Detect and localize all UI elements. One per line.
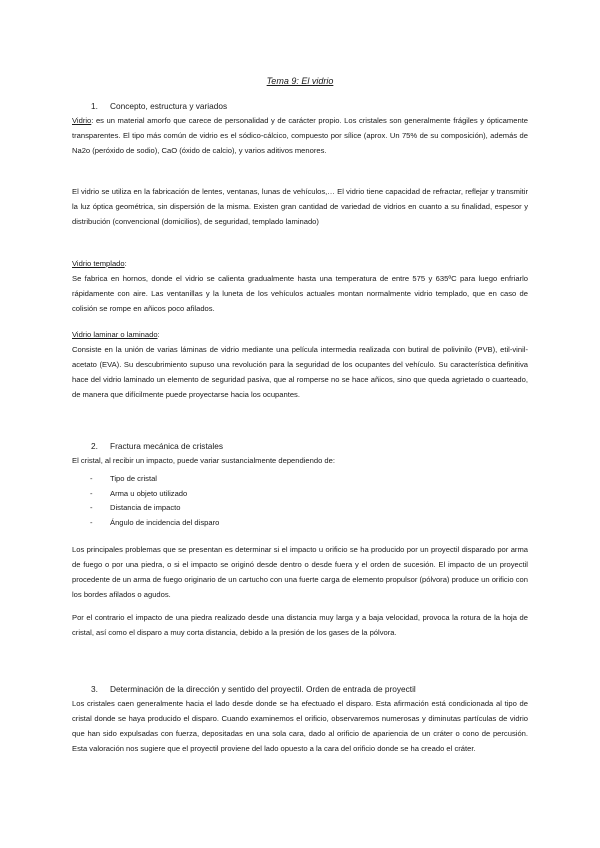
fractura-intro: El cristal, al recibir un impacto, puede variar sustancialmente dependiendo de: [72,456,335,465]
vidrio-uses-paragraph: El vidrio se utiliza en la fabricación de lentes, ventanas, lunas de vehículos,… El vidrio tiene capacidad de refractar, reflejar y transmitir la luz óptica geométrica, sin dispersión de la misma. Existen gran cantidad de variedad de vidrios en cuanto a su finalidad, espesor y distribución (convencional (domicilios), de seguridad, templado laminado) [72,187,528,226]
section-number: 3. [91,684,98,694]
direccion-paragraph: Los cristales caen generalmente hacia el lado desde donde se ha efectuado el disparo. Esta afirmación está condicionada al tipo de cristal donde se haya producido el disparo. Cuando examinemos el orificio, observaremos numerosas y diminutas partículas de vidrio que han sido expulsadas con fuerza, depositadas en una sola cara, dado al orificio de apariencia de un cráter o cono de percusión. Esta valoración nos sugiere que el proyectil proviene del lado opuesto a la cara del orificio donde se ha creado el cráter. [72,699,528,753]
laminar-text: Consiste en la unión de varias láminas de vidrio mediante una película intermedia realizada con butiral de polivinilo (PVB), etil-vinil-acetato (EVA). Su descubrimiento supuso una revolución para la seguridad de los ocupantes del vehículo. Su característica definitiva hace del vidrio laminado un elemento de seguridad pasiva, que al romperse no se hace añicos, sino que queda agrietado o cuarteado, de manera que difícilmente puede proyectarse hacia los ocupantes. [72,345,528,399]
section-3-heading [91,684,416,695]
section-number: 2. [91,441,98,451]
section-number: 1. [91,101,98,111]
list-item: - Arma u objeto utilizado [90,489,188,498]
section-title: Fractura mecánica de cristales [110,441,223,451]
section-1-heading [91,101,227,112]
vidrio-term: Vidrio [72,116,92,125]
list-item: - Tipo de cristal [90,474,157,483]
section-title: Concepto, estructura y variados [110,101,228,111]
vidrio-laminar-paragraph: Vidrio laminar o laminado: Consiste en la unión de varias láminas de vidrio mediante una película intermedia realizada con butiral de polivinilo (PVB), etil-vinil-acetato (EVA). Su descubrimiento supuso una revolución para la seguridad de los ocupantes del vehículo. Su característica definitiva hace del vidrio laminado un elemento de seguridad pasiva, que al romperse no se hace añicos, sino que queda agrietado o cuarteado, de manera que difícilmente puede proyectarse hacia los ocupantes. [72,330,528,399]
section-2-heading [91,441,223,452]
vidrio-templado-paragraph: Vidrio templado: Se fabrica en hornos, donde el vidrio se calienta gradualmente hasta una temperatura de entre 575 y 635ºC para luego enfriarlo rápidamente con aire. Las ventanillas y la luneta de los vehículos actuales montan normalmente vidrio templado, que en caso de colisión se rompe en añicos poco afilados. [72,259,528,313]
vidrio-definition: : es un material amorfo que carece de personalidad y de carácter propio. Los cristales son generalmente frágiles y ópticamente transparentes. El tipo más común de vidrio es el sódico-cálcico, compuesto por sílice (aprox. Un 75% de su composición), además de Na2o (peróxido de sodio), CaO (óxido de calcio), y varios aditivos menores. [72,116,528,155]
vidrio-definition-paragraph [72,113,528,158]
templado-label: Vidrio templado [72,259,125,268]
list-item: - Ángulo de incidencia del disparo [90,518,220,527]
laminar-label: Vidrio laminar o laminado [72,330,158,339]
section-title: Determinación de la dirección y sentido del proyectil. Orden de entrada de proyectil [110,684,416,694]
list-item: - Distancia de impacto [90,503,181,512]
fractura-problems-paragraph: Los principales problemas que se presentan es determinar si el impacto u orificio se ha producido por un proyectil disparado por arma de fuego o por una piedra, o si el impacto se originó desde dentro o desde fuera y el orden de sucesión. El impacto de un proyectil procedente de un arma de fuego originario de un cartucho con una fuerte carga de elemento propulsor (pólvora) produce un orificio con los bordes afilados o agudos. [72,545,528,599]
templado-text: Se fabrica en hornos, donde el vidrio se calienta gradualmente hasta una temperatura de entre 575 y 635ºC para luego enfriarlo rápidamente con aire. Las ventanillas y la luneta de los vehículos actuales montan normalmente vidrio templado, que en caso de colisión se rompe en añicos poco afilados. [72,274,528,313]
document-title: Tema 9: El vidrio [266,76,334,86]
fractura-stone-paragraph: Por el contrario el impacto de una piedra realizado desde una distancia muy larga y a baja velocidad, provoca la rotura de la hoja de cristal, así como el disparo a muy corta distancia, debido a la presión de los gases de la pólvora. [72,613,528,637]
